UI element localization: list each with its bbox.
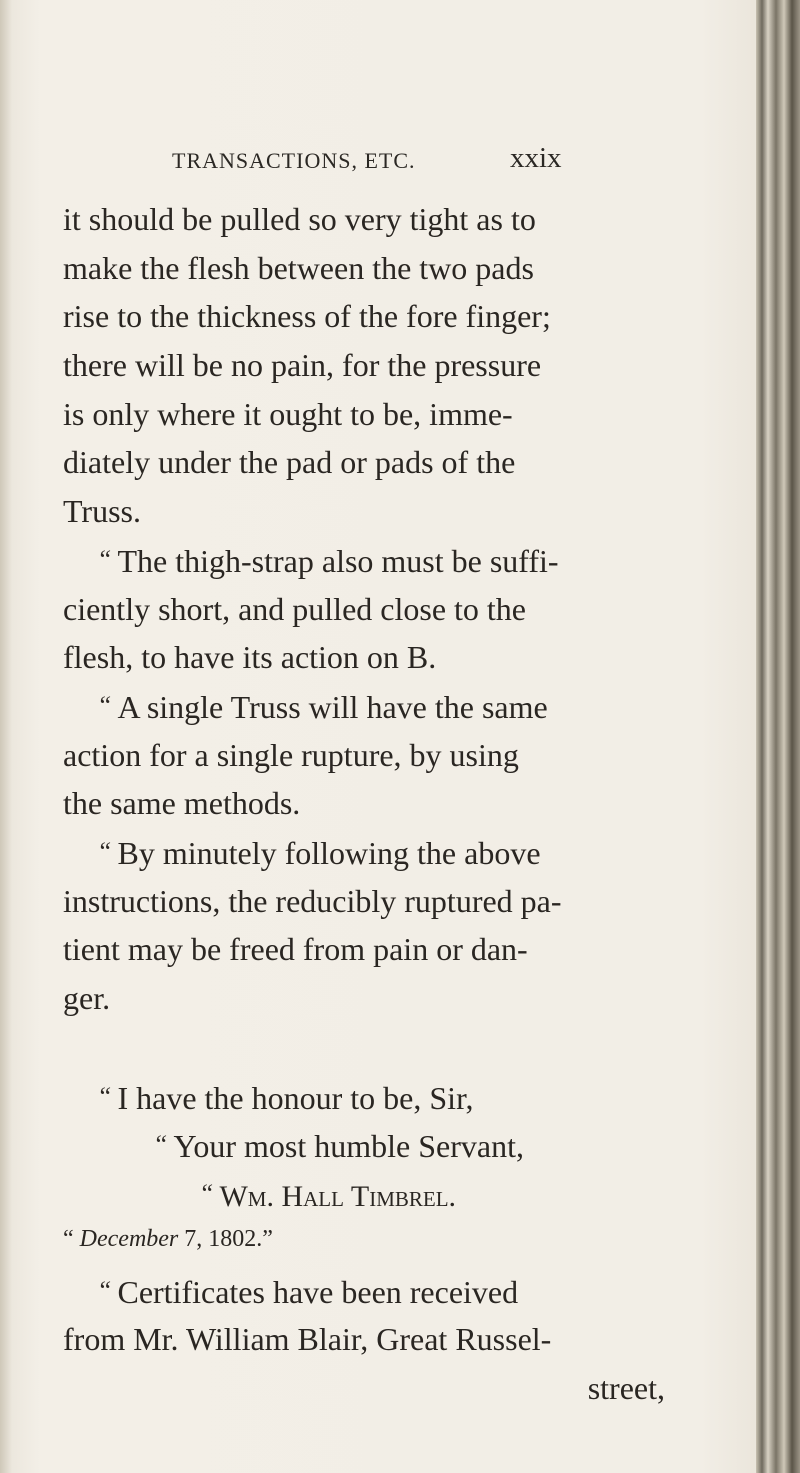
text-line: instructions, the reducibly ruptured pa- [63, 882, 562, 919]
date-rest: 7, 1802.” [184, 1225, 273, 1252]
text-line: I have the honour to be, Sir, [117, 1079, 474, 1116]
text-line: flesh, to have its action on B. [63, 639, 437, 676]
letter-date [63, 1219, 673, 1259]
body-text [63, 195, 673, 1413]
quote-mark: “ [63, 1225, 74, 1252]
quote-mark: “ [199, 1179, 214, 1209]
quote-mark: “ [97, 1081, 112, 1111]
text-line: make the flesh between the two pads [63, 249, 534, 286]
closing-phrase [63, 1121, 673, 1170]
quote-mark: “ [97, 836, 112, 866]
text-line: tient may be freed from pain or dan- [63, 931, 528, 968]
date-month: December [79, 1225, 179, 1252]
quote-mark: “ [97, 1275, 112, 1305]
quote-mark: “ [97, 544, 112, 574]
paragraph-start [63, 536, 673, 585]
text-line: By minutely following the above [117, 834, 541, 871]
text-line: A single Truss will have the same [117, 688, 548, 725]
text-line: diately under the pad or pads of the [63, 444, 516, 481]
text-line: Truss. [63, 493, 141, 530]
page-number: xxix [510, 142, 562, 174]
signature-name [63, 1170, 673, 1219]
text-line: there will be no pain, for the pressure [63, 347, 542, 384]
text-line: Your most humble Servant, [173, 1128, 524, 1165]
text-line: The thigh-strap also must be suffi- [117, 542, 559, 579]
paragraph-start [63, 682, 673, 731]
running-head-title: TRANSACTIONS, ETC. [172, 148, 416, 173]
text-line: it should be pulled so very tight as to [63, 201, 536, 237]
quote-mark: “ [97, 690, 112, 720]
text-line: Wm. Hall Timbrel. [219, 1180, 457, 1214]
text-line: from Mr. William Blair, Great Russel- [63, 1321, 552, 1358]
paragraph-start [63, 1267, 673, 1316]
paragraph-start [63, 828, 673, 877]
catchword: street, [587, 1370, 665, 1407]
text-line: ciently short, and pulled close to the [63, 590, 526, 627]
quote-mark: “ [153, 1130, 168, 1160]
text-line: rise to the thickness of the fore finger; [63, 298, 551, 335]
text-line: action for a single rupture, by using [63, 736, 519, 773]
running-head [172, 142, 572, 174]
page-edge [756, 0, 800, 1473]
page-gutter-shadow [0, 0, 12, 1473]
text-line: the same methods. [63, 785, 301, 822]
text-line: Certificates have been received [117, 1273, 519, 1310]
text-line: is only where it ought to be, imme- [63, 395, 513, 432]
closing-salutation [63, 1073, 673, 1122]
text-line: ger. [63, 980, 111, 1016]
